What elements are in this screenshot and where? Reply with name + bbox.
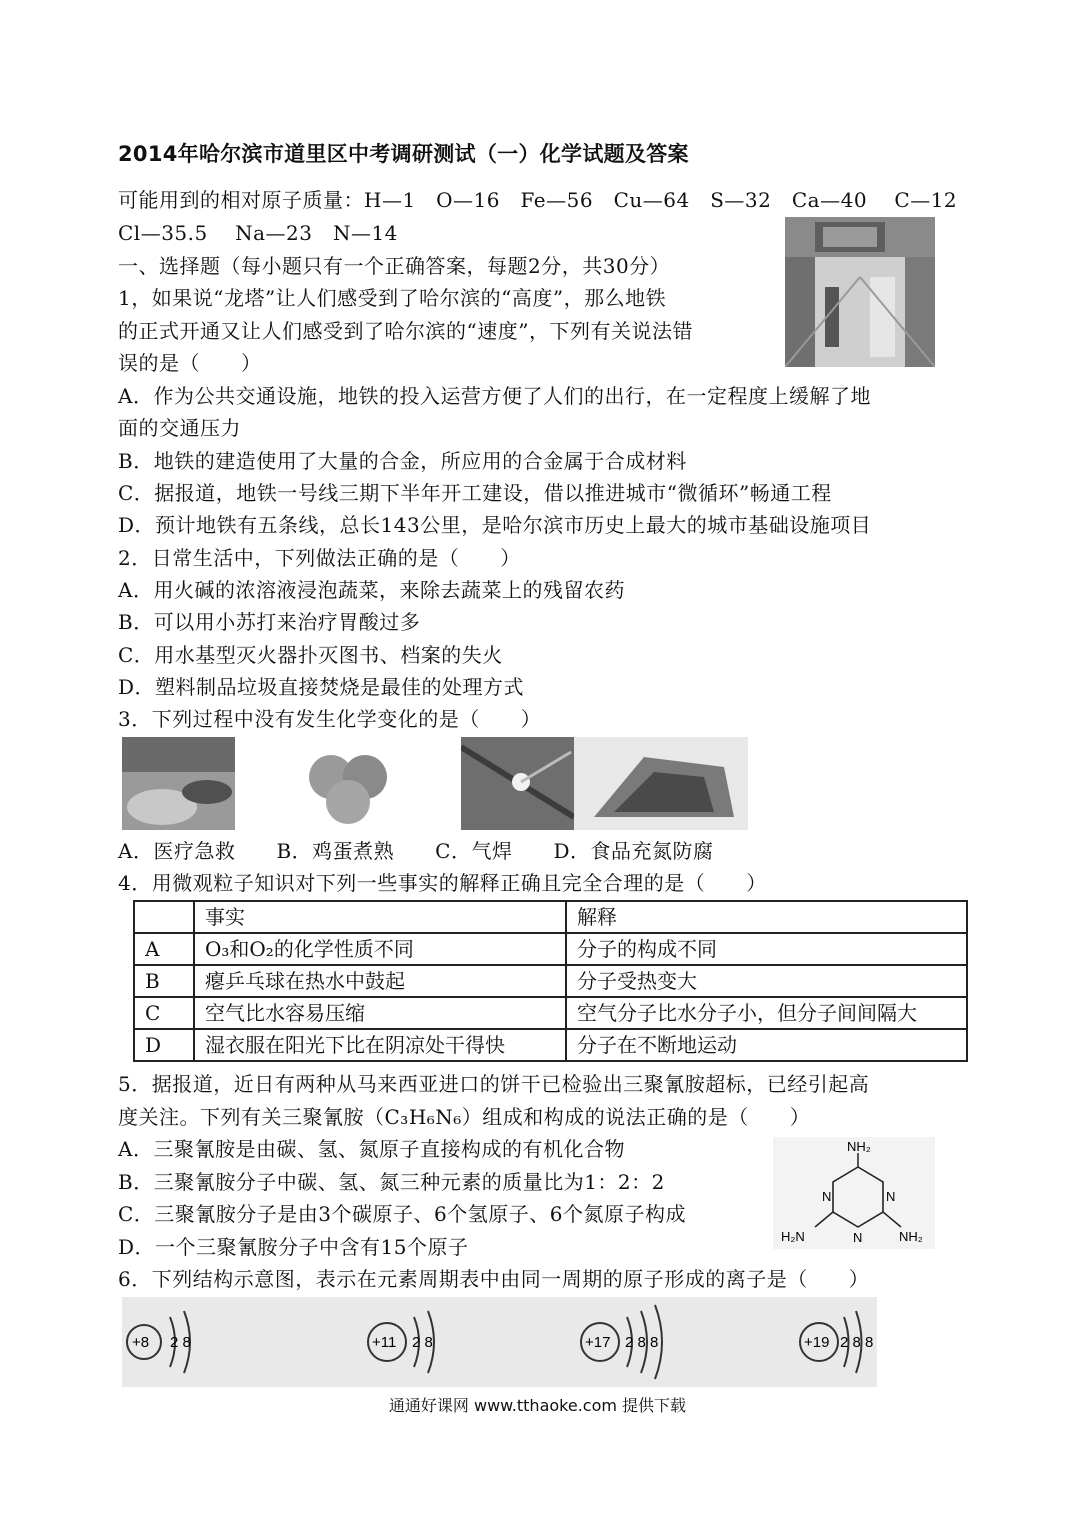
footer-text: 通通好课网 www.tthaoke.com 提供下载 bbox=[388, 1396, 687, 1415]
atomic-mass-line-1: 可能用到的相对原子质量：H—1 O—16 Fe—56 Cu—64 S—32 Ca—40 C—12 bbox=[118, 188, 958, 212]
q1-option-c: C．据报道，地铁一号线三期下半年开工建设，借以推进城市“微循环”畅通工程 bbox=[118, 481, 832, 505]
q1-stem-3: 误的是（ ） bbox=[118, 351, 262, 375]
q2-option-c: C．用水基型灭火器扑灭图书、档案的失火 bbox=[118, 643, 503, 667]
shell-electrons: 2 8 bbox=[170, 1334, 191, 1351]
q5-stem-2: 度关注。下列有关三聚氰胺（C₃H₆N₆）组成和构成的说法正确的是（ ） bbox=[118, 1105, 811, 1129]
table-cell: 分子受热变大 bbox=[566, 965, 967, 997]
section-heading: 一、选择题（每小题只有一个正确答案，每题2分，共30分） bbox=[118, 254, 671, 278]
q2-stem: 2．日常生活中，下列做法正确的是（ ） bbox=[118, 546, 521, 570]
q6-stem: 6．下列结构示意图，表示在元素周期表中由同一周期的原子形成的离子是（ ） bbox=[118, 1267, 870, 1291]
table-cell: 空气比水容易压缩 bbox=[194, 997, 566, 1029]
document-title: 2014年哈尔滨市道里区中考调研测试（一）化学试题及答案 bbox=[118, 142, 689, 166]
q5-stem-1: 5．据报道，近日有两种从马来西亚进口的饼干已检验出三聚氰胺超标，已经引起高 bbox=[118, 1072, 870, 1096]
nh2-right-label: NH₂ bbox=[899, 1229, 923, 1244]
nucleus-label: +11 bbox=[372, 1334, 397, 1351]
table-row bbox=[134, 933, 967, 965]
table-cell: 分子的构成不同 bbox=[566, 933, 967, 965]
ring-n-label: N bbox=[853, 1230, 863, 1245]
melamine-structure-diagram bbox=[773, 1137, 935, 1249]
table-cell: D bbox=[134, 1029, 194, 1061]
ring-n-label: N bbox=[886, 1189, 896, 1204]
boiled-eggs-photo bbox=[293, 737, 406, 830]
q4-table bbox=[133, 900, 968, 1062]
q3-options: A．医疗急救 B．鸡蛋煮熟 C．气焊 D．食品充氮防腐 bbox=[118, 839, 714, 863]
table-header-cell bbox=[134, 901, 194, 933]
q1-stem-2: 的正式开通又让人们感受到了哈尔滨的“速度”，下列有关说法错 bbox=[118, 319, 693, 343]
table-row bbox=[134, 997, 967, 1029]
ion-structure-diagrams bbox=[122, 1297, 877, 1387]
q2-option-d: D．塑料制品垃圾直接焚烧是最佳的处理方式 bbox=[118, 675, 525, 699]
shell-electrons: 2 8 8 bbox=[625, 1334, 659, 1351]
shell-electrons: 2 8 bbox=[412, 1334, 433, 1351]
table-cell: 空气分子比水分子小，但分子间间隔大 bbox=[566, 997, 967, 1029]
q5-option-c: C．三聚氰胺分子是由3个碳原子、6个氢原子、6个氮原子构成 bbox=[118, 1202, 686, 1226]
medical-emergency-photo bbox=[122, 737, 235, 830]
table-cell: B bbox=[134, 965, 194, 997]
table-cell: A bbox=[134, 933, 194, 965]
q5-option-b: B．三聚氰胺分子中碳、氢、氮三种元素的质量比为1：2：2 bbox=[118, 1170, 665, 1194]
nitrogen-food-package-photo bbox=[574, 737, 748, 830]
table-row bbox=[134, 965, 967, 997]
q3-stem: 3．下列过程中没有发生化学变化的是（ ） bbox=[118, 707, 542, 731]
nucleus-label: +19 bbox=[804, 1334, 830, 1351]
nh2-top-label: NH₂ bbox=[847, 1139, 871, 1154]
q1-stem-1: 1，如果说“龙塔”让人们感受到了哈尔滨的“高度”，那么地铁 bbox=[118, 286, 667, 310]
atomic-mass-line-2: Cl—35.5 Na—23 N—14 bbox=[118, 221, 398, 245]
table-header-cell: 解释 bbox=[566, 901, 967, 933]
table-cell: C bbox=[134, 997, 194, 1029]
q1-option-a-cont: 面的交通压力 bbox=[118, 416, 241, 440]
table-row bbox=[134, 1029, 967, 1061]
q1-option-d: D．预计地铁有五条线，总长143公里，是哈尔滨市历史上最大的城市基础设施项目 bbox=[118, 513, 872, 537]
ring-n-label: N bbox=[822, 1189, 832, 1204]
h2n-left-label: H₂N bbox=[781, 1229, 805, 1244]
nucleus-label: +17 bbox=[585, 1334, 611, 1351]
q1-option-a: A．作为公共交通设施，地铁的投入运营方便了人们的出行，在一定程度上缓解了地 bbox=[118, 384, 871, 408]
q1-option-b: B．地铁的建造使用了大量的合金，所应用的合金属于合成材料 bbox=[118, 449, 687, 473]
table-cell: 分子在不断地运动 bbox=[566, 1029, 967, 1061]
q4-stem: 4．用微观粒子知识对下列一些事实的解释正确且完全合理的是（ ） bbox=[118, 871, 767, 895]
table-cell: O₃和O₂的化学性质不同 bbox=[194, 933, 566, 965]
table-cell: 瘪乒乓球在热水中鼓起 bbox=[194, 965, 566, 997]
nucleus-label: +8 bbox=[132, 1334, 150, 1351]
table-cell: 湿衣服在阳光下比在阴凉处干得快 bbox=[194, 1029, 566, 1061]
q5-option-a: A．三聚氰胺是由碳、氢、氮原子直接构成的有机化合物 bbox=[118, 1137, 625, 1161]
q5-option-d: D．一个三聚氰胺分子中含有15个原子 bbox=[118, 1235, 469, 1259]
table-header-row bbox=[134, 901, 967, 933]
shell-electrons: 2 8 8 bbox=[840, 1334, 874, 1351]
gas-welding-photo bbox=[461, 737, 574, 830]
q2-option-a: A．用火碱的浓溶液浸泡蔬菜，来除去蔬菜上的残留农药 bbox=[118, 578, 625, 602]
q2-option-b: B．可以用小苏打来治疗胃酸过多 bbox=[118, 610, 421, 634]
table-header-cell: 事实 bbox=[194, 901, 566, 933]
subway-station-photo bbox=[785, 217, 935, 367]
